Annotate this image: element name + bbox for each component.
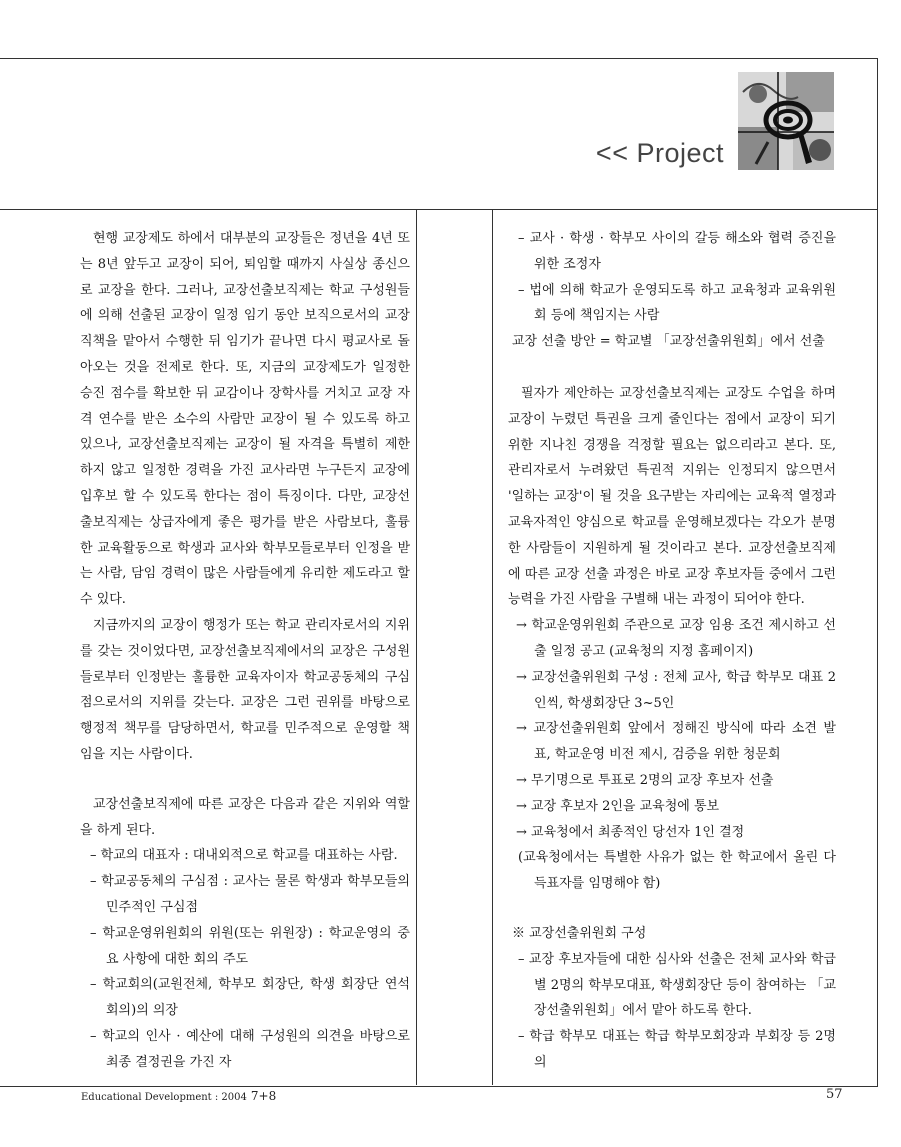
journal-name: Educational Development : 2004: [81, 1092, 247, 1103]
left-paragraph-2: 지금까지의 교장이 행정가 또는 학교 관리자로서의 지위를 갖는 것이었다면, 교장선출보직제에서의 교장은 구성원들로부터 인정받는 훌륭한 교육자이자 학교공동체의 구심점으로서의 지위를 갖는다. 교장은 그런 권위를 바탕으로 행정적 책무를 담당하면서, 학교를 민주적으로 운영할 책임을 지는 사람이다.: [80, 617, 410, 762]
column-divider-right: [492, 210, 493, 1085]
list-item: – 학교회의(교원전체, 학부모 회장단, 학생 회장단 연석 회의)의 의장: [90, 977, 410, 1019]
process-step: → 교장선출위원회 앞에서 정해진 방식에 따라 소견 발표, 학교운영 비전 제시, 검증을 위한 청문회: [516, 721, 836, 763]
column-divider-left: [416, 210, 417, 1085]
project-logo-icon: [738, 72, 834, 170]
selection-method: 교장 선출 방안 = 학교별 「교장선출위원회」에서 선출: [512, 334, 825, 350]
left-paragraph-3: 교장선출보직제에 따른 교장은 다음과 같은 지위와 역할을 하게 된다.: [80, 796, 410, 838]
list-item: – 법에 의해 학교가 운영되도록 하고 교육청과 교육위원회 등에 책임지는 사람: [518, 282, 836, 324]
process-step: → 교육청에서 최종적인 당선자 1인 결정: [516, 824, 745, 840]
process-step: → 교장선출위원회 구성 : 전체 교사, 학급 학부모 대표 2인씩, 학생회장단 3~5인: [516, 669, 836, 711]
right-column: [508, 226, 836, 1076]
list-item: – 교장 후보자들에 대한 심사와 선출은 전체 교사와 학급별 2명의 학부모대표, 학생회장단 등이 참여하는 「교장선출위원회」에서 맡아 하도록 한다.: [518, 951, 836, 1019]
process-note: (교육청에서는 특별한 사유가 없는 한 학교에서 올린 다득표자를 임명해야 함): [518, 850, 836, 892]
list-item: – 교사 · 학생 · 학부모 사이의 갈등 해소와 협력 증진을 위한 조정자: [518, 231, 836, 272]
committee-title: ※ 교장선출위원회 구성: [512, 925, 647, 941]
left-column: [80, 226, 410, 1076]
process-step: → 무기명으로 투표로 2명의 교장 후보자 선출: [516, 772, 774, 788]
page-number: 57: [826, 1087, 843, 1102]
list-item: – 학교의 대표자 : 대내외적으로 학교를 대표하는 사람.: [90, 848, 398, 864]
header-rule: [0, 209, 877, 210]
process-step: → 학교운영위원회 주관으로 교장 임용 조건 제시하고 선출 일정 공고 (교육청의 지정 홈페이지): [516, 618, 836, 659]
list-item: – 학급 학부모 대표는 학급 학부모회장과 부회장 등 2명의: [518, 1029, 836, 1070]
list-item: – 학교공동체의 구심점 : 교사는 물론 학생과 학부모들의 민주적인 구심점: [90, 874, 410, 915]
section-title: << Project: [595, 138, 724, 168]
list-item: – 학교운영위원회의 위원(또는 위원장) : 학교운영의 중요 사항에 대한 회의 주도: [90, 925, 410, 967]
process-step: → 교장 후보자 2인을 교육청에 통보: [516, 798, 720, 814]
journal-edition: 7+8: [250, 1089, 277, 1103]
list-item: – 학교의 인사 · 예산에 대해 구성원의 의견을 바탕으로 최종 결정권을 가진 자: [90, 1028, 410, 1070]
journal-footer: [81, 1089, 276, 1103]
left-paragraph-1: 현행 교장제도 하에서 대부분의 교장들은 정년을 4년 또는 8년 앞두고 교장이 되어, 퇴임할 때까지 사실상 종신으로 교장을 한다. 그러나, 교장선출보직제는 학교 구성원들에 의해 선출된 교장이 일정 임기 동안 보직으로서의 교장 직책을 맡아서 수행한 뒤 임기가 끝나면 다시 평교사로 돌아오는 것을 전제로 한다. 또, 지금의 교장제도가 일정한 승진 점수를 확보한 뒤 교감이나 장학사를 거치고 교장 자격 연수를 받은 소수의 사람만 교장이 될 수 있도록 하고 있으나, 교장선출보직제는 교장이 될 자격을 특별히 제한하지 않고 일정한 경력을 가진 교사라면 누구든지 교장에 입후보 할 수 있도록 한다는 점이 특징이다. 다만, 교장선출보직제는 상급자에게 좋은 평가를 받은 사람보다, 훌륭한 교육활동으로 학생과 교사와 학부모들로부터 인정을 받는 사람, 담임 경력이 많은 사람들에게 유리한 제도라고 할 수 있다.: [80, 231, 410, 608]
right-paragraph: 필자가 제안하는 교장선출보직제는 교장도 수업을 하며 교장이 누렸던 특권을 크게 줄인다는 점에서 교장이 되기 위한 지나친 경쟁을 걱정할 필요는 없으리라고 본다. 또, 관리자로서 누려왔던 특권적 지위는 인정되지 않으면서 '일하는 교장'이 될 것을 요구받는 자리에는 교육적 열정과 교육자적인 양심으로 학교를 운영해보겠다는 각오가 분명한 사람들이 지원하게 될 것이라고 본다. 교장선출보직제에 따른 교장 선출 과정은 바로 교장 후보자들 중에서 그런 능력을 가진 사람을 구별해 내는 과정이 되어야 한다.: [508, 385, 836, 608]
